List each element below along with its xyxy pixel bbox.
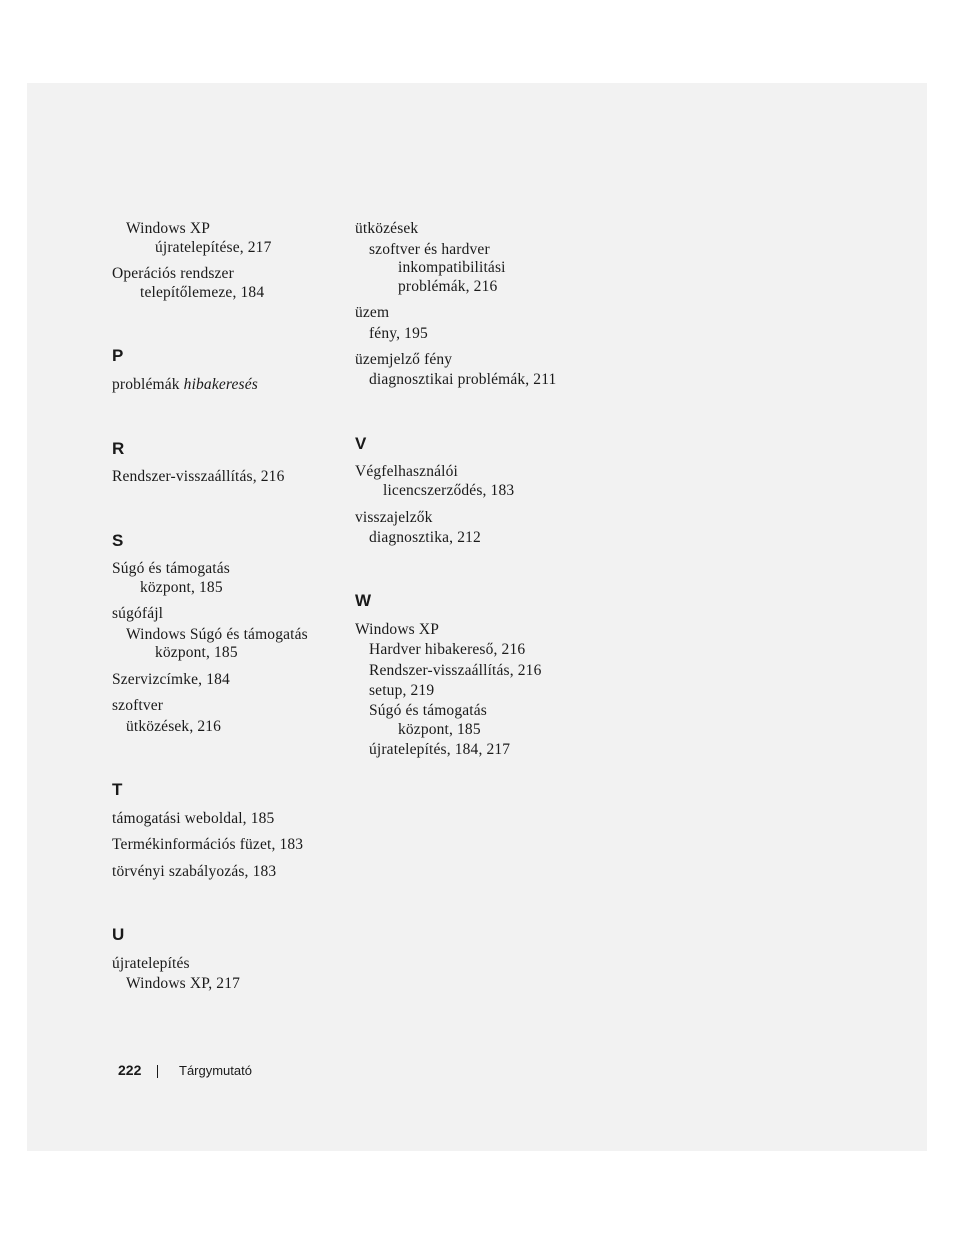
footer-section-title: Tárgymutató xyxy=(179,1063,252,1078)
index-entry xyxy=(112,375,258,394)
index-cross-reference: hibakeresés xyxy=(183,376,258,393)
index-subentry: központ, 185 xyxy=(155,644,238,661)
index-letter-heading: R xyxy=(112,439,125,458)
index-entry: üzemjelző fény xyxy=(355,351,453,368)
index-subentry: inkompatibilitási xyxy=(398,259,506,276)
index-entry-continuation: központ, 185 xyxy=(140,579,223,596)
index-entry: visszajelzők xyxy=(355,509,433,526)
index-entry: törvényi szabályozás, 183 xyxy=(112,863,277,880)
index-entry: Rendszer-visszaállítás, 216 xyxy=(112,468,285,485)
index-entry: Operációs rendszer xyxy=(112,265,234,282)
index-subentry: újratelepítés, 184, 217 xyxy=(369,741,511,758)
index-entry: szoftver xyxy=(112,697,164,714)
index-subentry: szoftver és hardver xyxy=(369,241,490,258)
index-subentry: diagnosztikai problémák, 211 xyxy=(369,371,557,388)
footer-divider xyxy=(157,1065,158,1078)
index-entry: Súgó és támogatás xyxy=(112,560,230,577)
index-letter-heading: U xyxy=(112,925,125,944)
index-subentry: fény, 195 xyxy=(369,325,428,342)
index-entry: ütközések xyxy=(355,220,419,237)
index-entry: Végfelhasználói xyxy=(355,463,458,480)
index-letter-heading: S xyxy=(112,531,124,550)
index-entry-continuation: licencszerződés, 183 xyxy=(383,482,515,499)
index-subentry: ütközések, 216 xyxy=(126,718,222,735)
index-subentry: Rendszer-visszaállítás, 216 xyxy=(369,662,542,679)
index-letter-heading: T xyxy=(112,780,123,799)
index-letter-heading: V xyxy=(355,434,367,453)
index-entry: Szervizcímke, 184 xyxy=(112,671,230,688)
index-entry: súgófájl xyxy=(112,605,164,622)
index-subentry: problémák, 216 xyxy=(398,278,498,295)
index-letter-heading: W xyxy=(355,591,372,610)
index-entry: üzem xyxy=(355,304,390,321)
index-entry: Termékinformációs füzet, 183 xyxy=(112,836,304,853)
index-entry-continuation: telepítőlemeze, 184 xyxy=(140,284,265,301)
index-subentry: Súgó és támogatás xyxy=(369,702,487,719)
index-entry: Windows XP xyxy=(355,621,439,638)
index-entry: újratelepítés xyxy=(112,955,190,972)
index-subentry: Windows XP xyxy=(126,220,210,237)
page-footer xyxy=(0,1062,954,1080)
page-number: 222 xyxy=(118,1062,142,1078)
index-entry: támogatási weboldal, 185 xyxy=(112,810,275,827)
index-subentry: Windows XP, 217 xyxy=(126,975,241,992)
index-subentry: setup, 219 xyxy=(369,682,435,699)
index-entry-text: problémák xyxy=(112,376,184,393)
index-letter-heading: P xyxy=(112,346,124,365)
index-subentry: diagnosztika, 212 xyxy=(369,529,481,546)
index-subentry: Hardver hibakereső, 216 xyxy=(369,641,526,658)
index-subentry: központ, 185 xyxy=(398,721,481,738)
index-subentry: Windows Súgó és támogatás xyxy=(126,626,308,643)
index-subentry: újratelepítése, 217 xyxy=(155,239,272,256)
